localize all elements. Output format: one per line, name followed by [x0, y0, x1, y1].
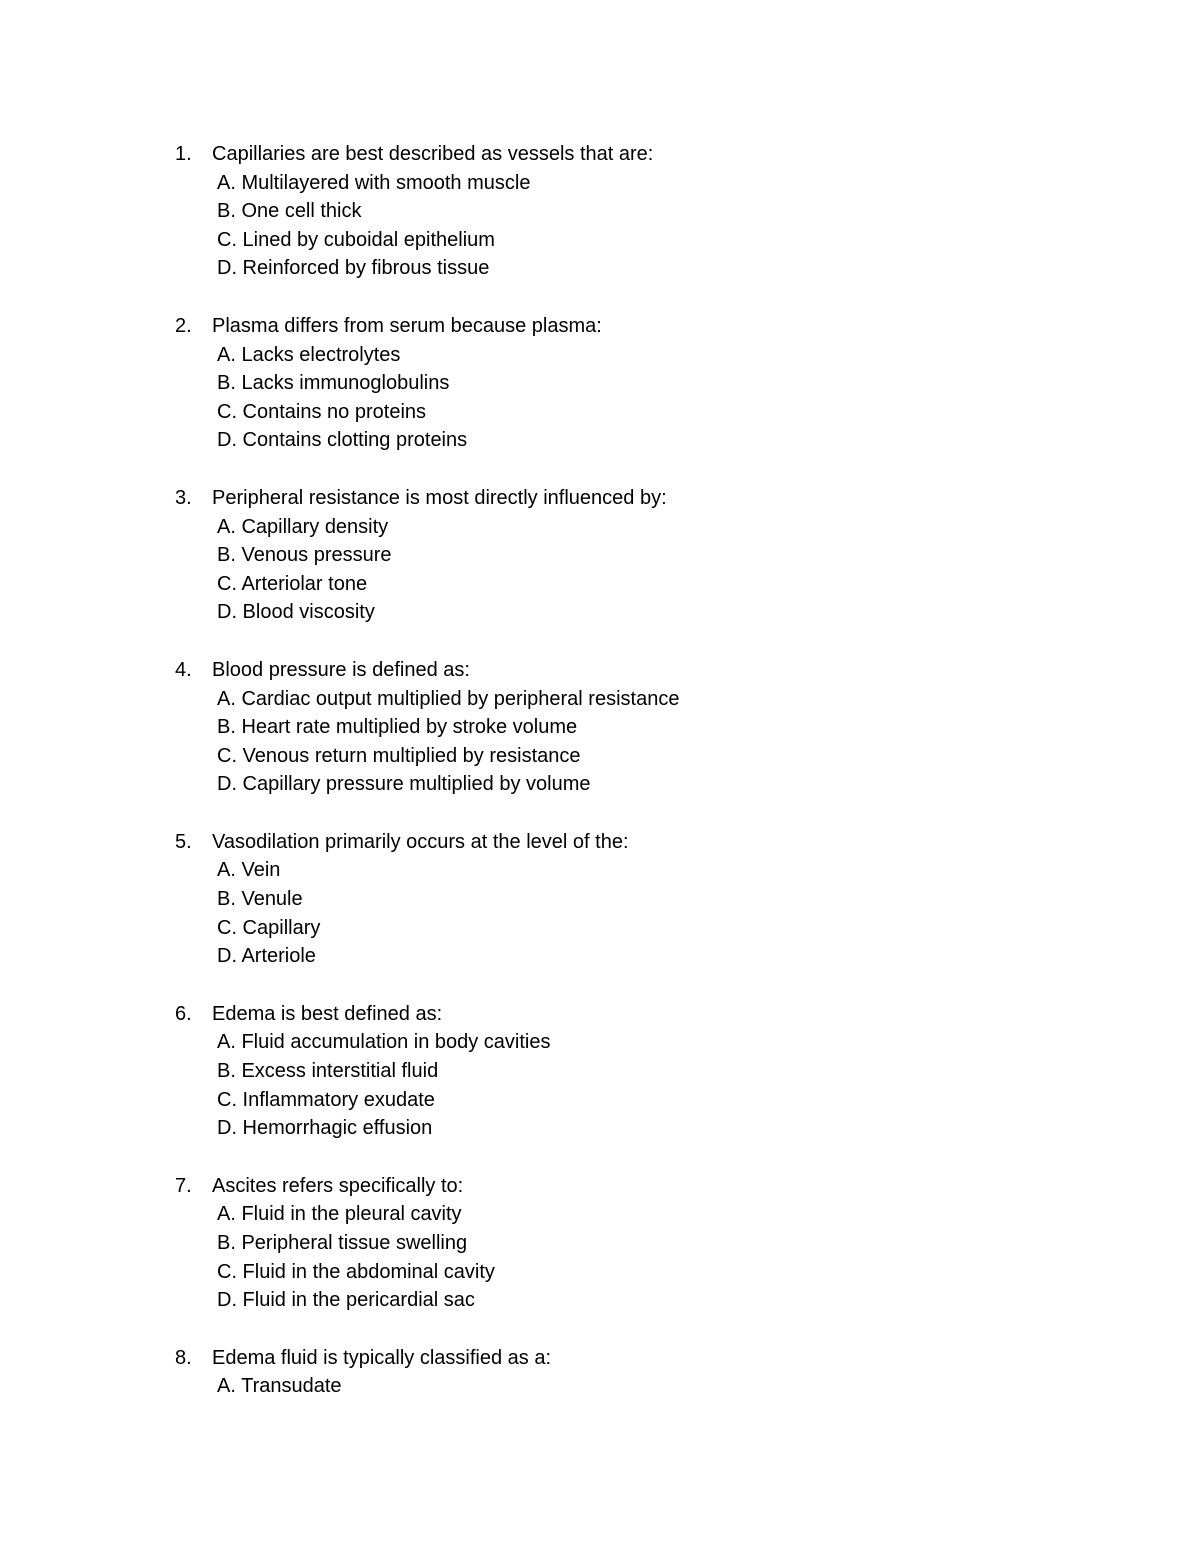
question-1: [175, 140, 1075, 283]
answer-option: C. Capillary: [217, 916, 321, 939]
answer-option: D. Fluid in the pericardial sac: [217, 1289, 475, 1312]
question-text: Vasodilation primarily occurs at the level of the:: [212, 830, 629, 853]
answer-option: D. Reinforced by fibrous tissue: [217, 257, 490, 280]
answer-option: C. Inflammatory exudate: [217, 1088, 435, 1111]
question-stem: [175, 828, 1075, 857]
question-stem: [175, 140, 1075, 169]
answer-options: [175, 341, 1075, 455]
answer-option: B. One cell thick: [217, 200, 362, 223]
answer-options: [175, 513, 1075, 627]
answer-option: C. Venous return multiplied by resistance: [217, 744, 581, 767]
question-number: 8.: [175, 1346, 192, 1369]
answer-option: D. Contains clotting proteins: [217, 429, 468, 452]
question-3: [175, 484, 1075, 627]
answer-option: B. Lacks immunoglobulins: [217, 372, 450, 395]
answer-options: [175, 1028, 1075, 1142]
answer-option: B. Venule: [217, 888, 303, 911]
answer-option: A. Fluid in the pleural cavity: [217, 1203, 462, 1226]
answer-option: C. Lined by cuboidal epithelium: [217, 228, 495, 251]
question-number: 3.: [175, 486, 192, 509]
answer-option: D. Capillary pressure multiplied by volume: [217, 773, 591, 796]
question-number: 2.: [175, 314, 192, 337]
answer-option: A. Capillary density: [217, 515, 389, 538]
answer-option: A. Vein: [217, 859, 281, 882]
question-stem: [175, 1172, 1075, 1201]
question-7: [175, 1172, 1075, 1315]
answer-option: B. Venous pressure: [217, 544, 392, 567]
answer-option: B. Peripheral tissue swelling: [217, 1232, 468, 1254]
answer-option: A. Multilayered with smooth muscle: [217, 171, 531, 194]
answer-option: D. Blood viscosity: [217, 601, 375, 624]
answer-options: [175, 685, 1075, 799]
question-4: [175, 656, 1075, 799]
question-stem: [175, 484, 1075, 513]
question-8: [175, 1344, 1075, 1401]
answer-option: A. Lacks electrolytes: [217, 343, 401, 366]
question-text: Capillaries are best described as vessels that are:: [212, 143, 654, 165]
question-text: Edema fluid is typically classified as a:: [212, 1346, 552, 1369]
question-6: [175, 1000, 1075, 1143]
answer-options: [175, 856, 1075, 970]
answer-option: A. Cardiac output multiplied by peripheral resistance: [217, 687, 680, 710]
answer-option: B. Excess interstitial fluid: [217, 1060, 439, 1083]
answer-options: [175, 1200, 1075, 1314]
answer-option: C. Fluid in the abdominal cavity: [217, 1260, 495, 1283]
answer-option: C. Arteriolar tone: [217, 572, 368, 595]
question-2: [175, 312, 1075, 455]
question-text: Edema is best defined as:: [212, 1002, 443, 1025]
question-number: 7.: [175, 1174, 192, 1197]
question-text: Ascites refers specifically to:: [212, 1174, 464, 1197]
question-number: 4.: [175, 658, 192, 681]
question-number: 1.: [175, 143, 192, 165]
question-text: Plasma differs from serum because plasma:: [212, 314, 602, 337]
answer-options: [175, 169, 1075, 283]
answer-option: A. Transudate: [217, 1375, 342, 1398]
question-stem: [175, 1000, 1075, 1029]
answer-option: C. Contains no proteins: [217, 400, 427, 423]
question-text: Peripheral resistance is most directly influenced by:: [212, 486, 667, 509]
question-stem: [175, 656, 1075, 685]
answer-option: A. Fluid accumulation in body cavities: [217, 1031, 551, 1054]
question-stem: [175, 1344, 1075, 1373]
question-text: Blood pressure is defined as:: [212, 658, 470, 681]
answer-options: [175, 1372, 1075, 1401]
question-stem: [175, 312, 1075, 341]
question-5: [175, 828, 1075, 971]
answer-option: D. Arteriole: [217, 945, 316, 968]
answer-option: B. Heart rate multiplied by stroke volume: [217, 716, 578, 739]
answer-option: D. Hemorrhagic effusion: [217, 1117, 433, 1140]
question-list: [175, 140, 1075, 1430]
question-number: 5.: [175, 830, 192, 853]
question-number: 6.: [175, 1002, 192, 1025]
